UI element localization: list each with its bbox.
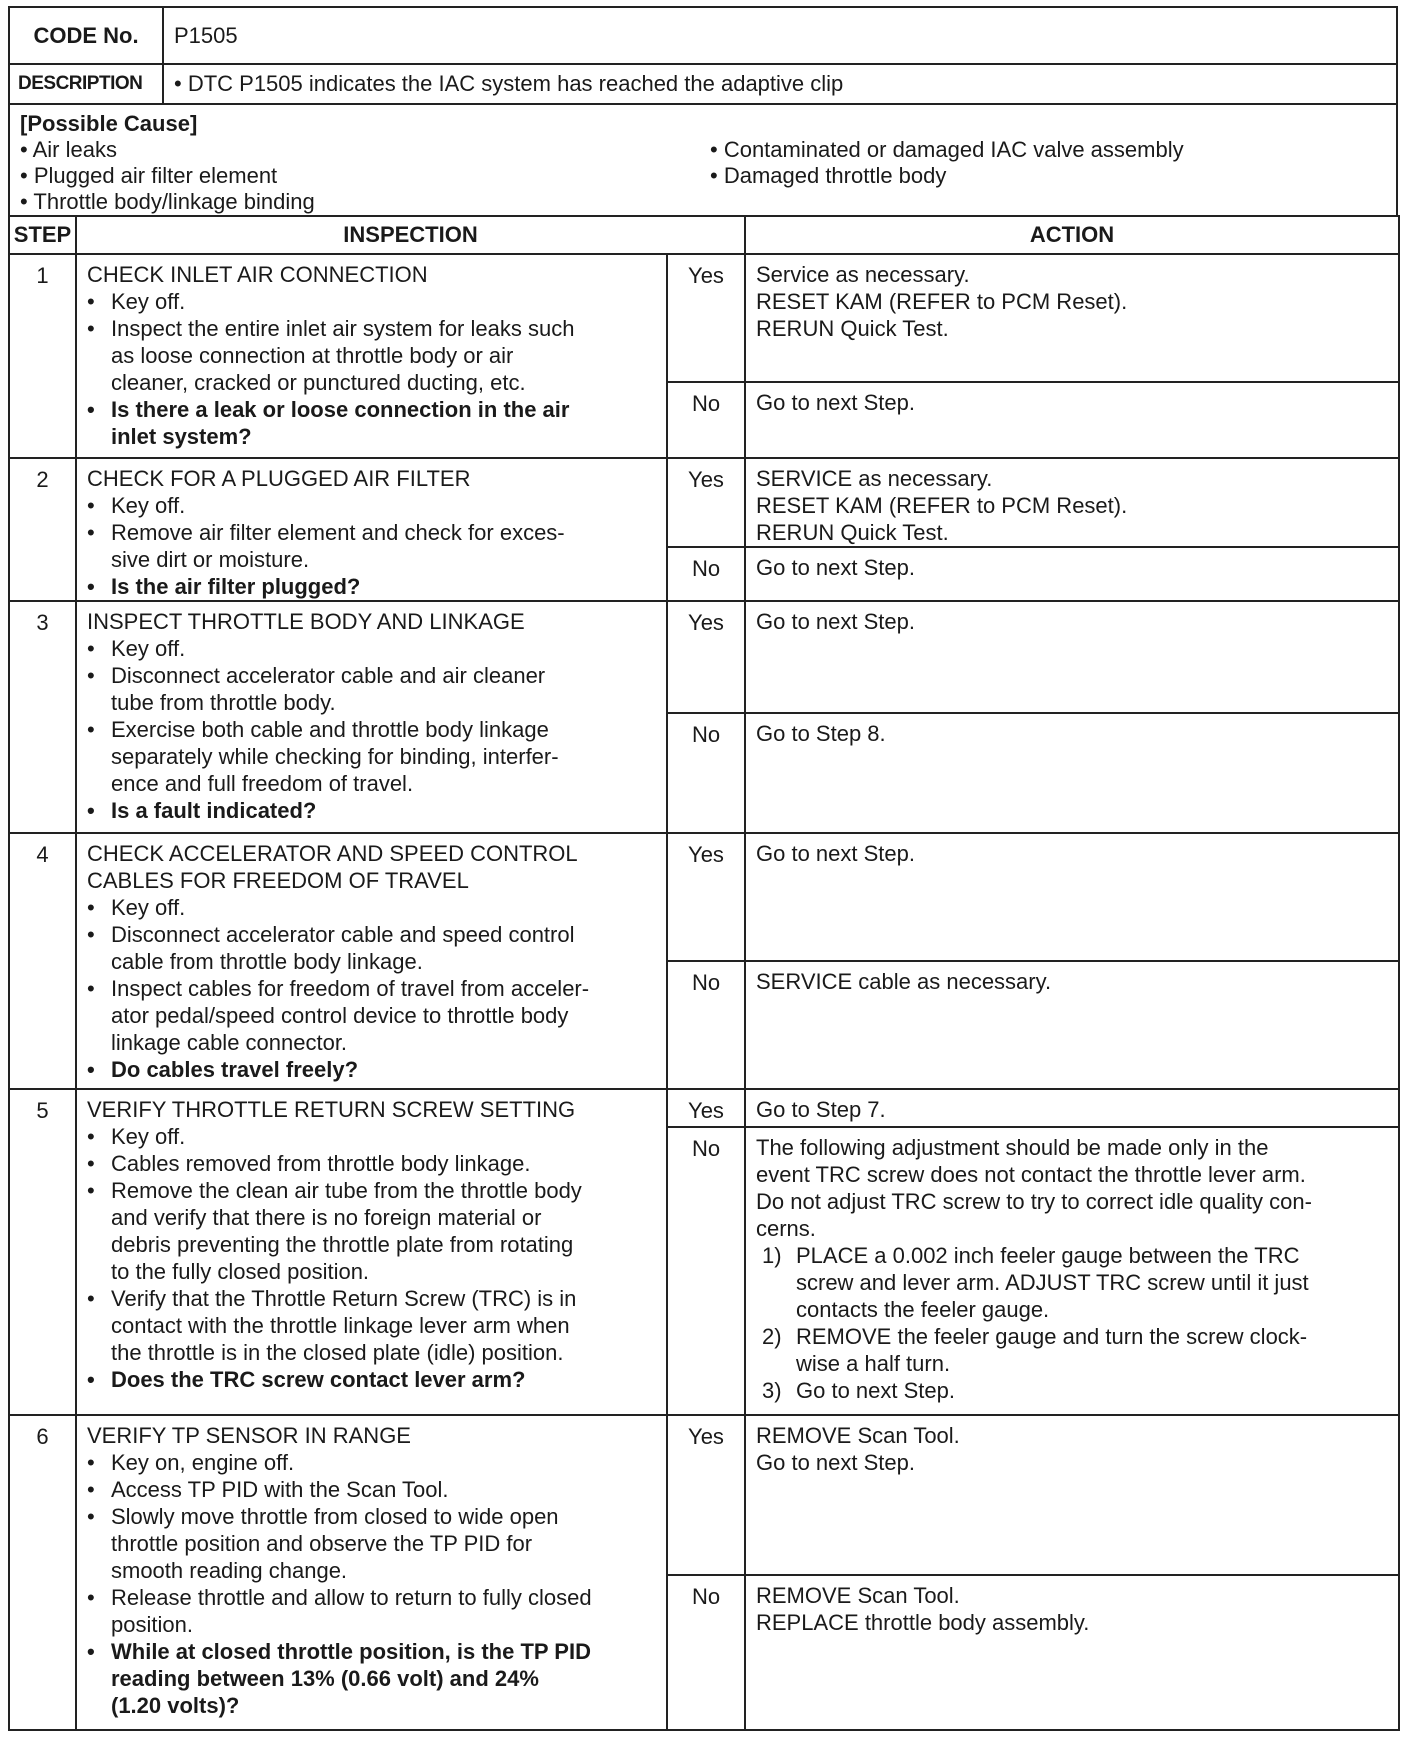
action-line: SERVICE cable as necessary. — [756, 969, 1052, 994]
no-label: No — [667, 547, 745, 601]
bullet-text — [111, 1285, 576, 1366]
inspection-bullet — [87, 1123, 656, 1150]
action-line: RERUN Quick Test. — [756, 520, 949, 545]
bullet-text — [111, 1366, 525, 1393]
action-line: REMOVE Scan Tool. — [756, 1583, 960, 1608]
bullet-line: contact with the throttle linkage lever arm when — [111, 1313, 570, 1338]
yes-action — [745, 1089, 1399, 1127]
inspection-cell — [76, 254, 667, 458]
yes-label: Yes — [667, 458, 745, 547]
bullet-text — [111, 315, 574, 396]
bullet-line: Key off. — [111, 493, 186, 518]
bullet-line: Slowly move throttle from closed to wide open — [111, 1504, 559, 1529]
bullet-line: as loose connection at throttle body or air — [111, 343, 514, 368]
item-text — [796, 1242, 1309, 1323]
item-line: Go to next Step. — [796, 1378, 955, 1403]
bullet-text — [111, 797, 316, 824]
bullet-dot: • — [87, 1178, 95, 1203]
cause-item: • Plugged air filter element — [20, 163, 278, 188]
cause-item: • Air leaks — [20, 137, 117, 162]
bullet-dot: • — [87, 1585, 95, 1610]
bullet-dot: • — [87, 717, 95, 742]
inspection-bullet — [87, 662, 656, 716]
bullet-line: Key off. — [111, 895, 186, 920]
bullet-line: Key off. — [111, 289, 186, 314]
bullet-text — [111, 1123, 185, 1150]
inspection-bullet — [87, 396, 656, 450]
cause-item: • Damaged throttle body — [710, 163, 947, 188]
column-header-step: STEP — [9, 216, 76, 254]
yes-label: Yes — [667, 1415, 745, 1575]
bullet-line: Key on, engine off. — [111, 1450, 295, 1475]
item-text — [796, 1377, 955, 1404]
item-line: contacts the feeler gauge. — [796, 1297, 1050, 1322]
bullet-text — [111, 1503, 559, 1584]
item-number: 3) — [762, 1378, 782, 1403]
bullet-line: throttle position and observe the TP PID for — [111, 1531, 533, 1556]
step-number: 4 — [9, 833, 76, 1089]
action-line: REMOVE Scan Tool. — [756, 1423, 960, 1448]
bullet-line: Inspect the entire inlet air system for leaks such — [111, 316, 575, 341]
bullet-dot: • — [87, 316, 95, 341]
no-action — [745, 382, 1399, 458]
bullet-text — [111, 492, 185, 519]
inspection-bullet — [87, 1503, 656, 1584]
no-label: No — [667, 713, 745, 833]
bullet-dot: • — [87, 1057, 95, 1082]
item-line: wise a half turn. — [796, 1351, 951, 1376]
no-action — [745, 713, 1399, 833]
bullet-dot: • — [87, 1477, 95, 1502]
bullet-dot: • — [87, 798, 95, 823]
bullet-text — [111, 288, 185, 315]
no-action — [745, 1127, 1399, 1415]
inspection-bullet — [87, 1476, 656, 1503]
inspection-bullet — [87, 1584, 656, 1638]
yes-label: Yes — [667, 254, 745, 382]
bullet-dot: • — [87, 1151, 95, 1176]
bullet-text — [111, 975, 589, 1056]
numbered-item — [756, 1323, 1388, 1377]
bullet-line: Is there a leak or loose connection in the air — [111, 397, 570, 422]
bullet-dot: • — [87, 397, 95, 422]
inspection-bullet — [87, 1177, 656, 1285]
bullet-line: Remove air filter element and check for exces- — [111, 520, 565, 545]
yes-label: Yes — [667, 1089, 745, 1127]
bullet-text — [111, 519, 565, 573]
bullet-line: linkage cable connector. — [111, 1030, 348, 1055]
bullet-dot: • — [87, 895, 95, 920]
bullet-line: cable from throttle body linkage. — [111, 949, 423, 974]
bullet-line: Disconnect accelerator cable and air cleaner — [111, 663, 546, 688]
bullet-text — [111, 1638, 591, 1719]
bullet-dot: • — [87, 493, 95, 518]
bullet-dot: • — [87, 1504, 95, 1529]
bullet-line: position. — [111, 1612, 193, 1637]
yes-action — [745, 254, 1399, 382]
inspection-bullet — [87, 797, 656, 824]
inspection-bullet — [87, 921, 656, 975]
inspection-bullet — [87, 1285, 656, 1366]
action-line: Go to Step 7. — [756, 1097, 886, 1122]
step-number: 1 — [9, 254, 76, 458]
inspection-bullet — [87, 1150, 656, 1177]
bullet-text — [111, 894, 185, 921]
bullet-text — [111, 1449, 294, 1476]
bullet-text — [111, 662, 545, 716]
inspection-title: CHECK ACCELERATOR AND SPEED CONTROL — [87, 841, 578, 866]
step-number: 6 — [9, 1415, 76, 1730]
inspection-title: INSPECT THROTTLE BODY AND LINKAGE — [87, 609, 525, 634]
inspection-bullet — [87, 288, 656, 315]
code-value: P1505 — [174, 22, 238, 48]
bullet-line: ator pedal/speed control device to throttle body — [111, 1003, 569, 1028]
description-value: • DTC P1505 indicates the IAC system has reached the adaptive clip — [174, 71, 844, 96]
bullet-line: Remove the clean air tube from the throttle body — [111, 1178, 582, 1203]
description-label: DESCRIPTION — [10, 65, 164, 103]
no-label: No — [667, 1127, 745, 1415]
bullet-dot: • — [87, 976, 95, 1001]
table-header-row — [9, 216, 1399, 254]
code-row — [8, 6, 1398, 63]
inspection-title: VERIFY TP SENSOR IN RANGE — [87, 1423, 411, 1448]
possible-cause-title: [Possible Cause] — [20, 111, 198, 136]
action-line: cerns. — [756, 1216, 816, 1241]
action-line: RESET KAM (REFER to PCM Reset). — [756, 289, 1128, 314]
bullet-line: Inspect cables for freedom of travel from acceler- — [111, 976, 590, 1001]
bullet-line: Cables removed from throttle body linkage. — [111, 1151, 531, 1176]
inspection-bullet — [87, 492, 656, 519]
code-label: CODE No. — [10, 8, 164, 63]
bullet-text — [111, 396, 569, 450]
step-row — [9, 601, 1399, 713]
action-line: SERVICE as necessary. — [756, 466, 993, 491]
bullet-line: Key off. — [111, 1124, 186, 1149]
bullet-line: to the fully closed position. — [111, 1259, 370, 1284]
description-row — [8, 63, 1398, 103]
inspection-bullet — [87, 716, 656, 797]
bullet-dot: • — [87, 1124, 95, 1149]
possible-cause-section — [8, 103, 1398, 215]
bullet-dot: • — [87, 1286, 95, 1311]
action-line: Go to Step 8. — [756, 721, 886, 746]
inspection-bullet — [87, 315, 656, 396]
inspection-title: VERIFY THROTTLE RETURN SCREW SETTING — [87, 1097, 576, 1122]
bullet-line: Does the TRC screw contact lever arm? — [111, 1367, 526, 1392]
diagnostic-document — [8, 6, 1398, 1731]
bullet-line: Is the air filter plugged? — [111, 574, 361, 599]
numbered-item — [756, 1377, 1388, 1404]
bullet-text — [111, 635, 185, 662]
bullet-line: tube from throttle body. — [111, 690, 336, 715]
bullet-line: reading between 13% (0.66 volt) and 24% — [111, 1666, 539, 1691]
bullet-text — [111, 1150, 530, 1177]
no-action — [745, 1575, 1399, 1730]
bullet-text — [111, 1056, 358, 1083]
inspection-bullet — [87, 635, 656, 662]
action-line: Go to next Step. — [756, 841, 915, 866]
step-row — [9, 1415, 1399, 1575]
column-header-action: ACTION — [745, 216, 1399, 254]
item-line: REMOVE the feeler gauge and turn the screw clock- — [796, 1324, 1308, 1349]
bullet-line: While at closed throttle position, is the TP PID — [111, 1639, 591, 1664]
cause-item: • Contaminated or damaged IAC valve assembly — [710, 137, 1184, 162]
inspection-bullet — [87, 1366, 656, 1393]
bullet-line: inlet system? — [111, 424, 252, 449]
step-row — [9, 1089, 1399, 1127]
inspection-cell — [76, 833, 667, 1089]
bullet-dot: • — [87, 1450, 95, 1475]
bullet-line: Disconnect accelerator cable and speed control — [111, 922, 575, 947]
step-row — [9, 254, 1399, 382]
bullet-dot: • — [87, 289, 95, 314]
bullet-text — [111, 1584, 592, 1638]
inspection-title: CABLES FOR FREEDOM OF TRAVEL — [87, 868, 469, 893]
action-line: Go to next Step. — [756, 1450, 915, 1475]
bullet-dot: • — [87, 574, 95, 599]
no-label: No — [667, 961, 745, 1089]
inspection-cell — [76, 601, 667, 833]
inspection-title: CHECK FOR A PLUGGED AIR FILTER — [87, 466, 471, 491]
yes-label: Yes — [667, 601, 745, 713]
bullet-line: Verify that the Throttle Return Screw (TRC) is in — [111, 1286, 577, 1311]
inspection-bullet — [87, 1638, 656, 1719]
bullet-line: separately while checking for binding, interfer- — [111, 744, 559, 769]
inspection-bullet — [87, 975, 656, 1056]
step-number: 5 — [9, 1089, 76, 1415]
yes-action — [745, 601, 1399, 713]
yes-label: Yes — [667, 833, 745, 961]
action-line: event TRC screw does not contact the throttle lever arm. — [756, 1162, 1306, 1187]
bullet-line: Access TP PID with the Scan Tool. — [111, 1477, 449, 1502]
bullet-line: Release throttle and allow to return to fully closed — [111, 1585, 592, 1610]
bullet-dot: • — [87, 663, 95, 688]
bullet-line: debris preventing the throttle plate from rotating — [111, 1232, 574, 1257]
inspection-cell — [76, 1415, 667, 1730]
bullet-line: Is a fault indicated? — [111, 798, 317, 823]
inspection-bullet — [87, 894, 656, 921]
bullet-line: and verify that there is no foreign material or — [111, 1205, 542, 1230]
column-header-inspection: INSPECTION — [76, 216, 745, 254]
bullet-line: Key off. — [111, 636, 186, 661]
bullet-dot: • — [87, 520, 95, 545]
action-line: RERUN Quick Test. — [756, 316, 949, 341]
no-action — [745, 961, 1399, 1089]
bullet-line: ence and full freedom of travel. — [111, 771, 414, 796]
inspection-cell — [76, 458, 667, 601]
action-line: Go to next Step. — [756, 555, 915, 580]
action-line: Do not adjust TRC screw to try to correct idle quality con- — [756, 1189, 1312, 1214]
no-label: No — [667, 382, 745, 458]
action-line: Go to next Step. — [756, 390, 915, 415]
inspection-cell — [76, 1089, 667, 1415]
action-line: REPLACE throttle body assembly. — [756, 1610, 1090, 1635]
step-row — [9, 833, 1399, 961]
bullet-line: Exercise both cable and throttle body linkage — [111, 717, 549, 742]
no-action — [745, 547, 1399, 601]
step-number: 3 — [9, 601, 76, 833]
step-number: 2 — [9, 458, 76, 601]
possible-cause-left — [20, 137, 710, 215]
numbered-item — [756, 1242, 1388, 1323]
bullet-line: sive dirt or moisture. — [111, 547, 310, 572]
inspection-bullet — [87, 1056, 656, 1083]
bullet-text — [111, 716, 559, 797]
bullet-text — [111, 921, 575, 975]
action-line: RESET KAM (REFER to PCM Reset). — [756, 493, 1128, 518]
bullet-line: the throttle is in the closed plate (idle) position. — [111, 1340, 564, 1365]
yes-action — [745, 833, 1399, 961]
bullet-line: (1.20 volts)? — [111, 1693, 240, 1718]
item-number: 2) — [762, 1324, 782, 1349]
bullet-line: Do cables travel freely? — [111, 1057, 359, 1082]
inspection-title: CHECK INLET AIR CONNECTION — [87, 262, 428, 287]
action-line: The following adjustment should be made only in the — [756, 1135, 1269, 1160]
no-label: No — [667, 1575, 745, 1730]
bullet-line: smooth reading change. — [111, 1558, 348, 1583]
inspection-bullet — [87, 519, 656, 573]
bullet-text — [111, 573, 360, 600]
bullet-line: cleaner, cracked or punctured ducting, etc. — [111, 370, 526, 395]
inspection-bullet — [87, 573, 656, 600]
action-line: Service as necessary. — [756, 262, 970, 287]
bullet-dot: • — [87, 1639, 95, 1664]
bullet-dot: • — [87, 1367, 95, 1392]
yes-action — [745, 1415, 1399, 1575]
bullet-dot: • — [87, 636, 95, 661]
item-number: 1) — [762, 1243, 782, 1268]
cause-item: • Throttle body/linkage binding — [20, 189, 315, 214]
item-text — [796, 1323, 1307, 1377]
steps-table — [8, 215, 1400, 1731]
possible-cause-right — [710, 137, 1184, 215]
item-line: PLACE a 0.002 inch feeler gauge between the TRC — [796, 1243, 1300, 1268]
bullet-dot: • — [87, 922, 95, 947]
action-line: Go to next Step. — [756, 609, 915, 634]
inspection-bullet — [87, 1449, 656, 1476]
step-row — [9, 458, 1399, 547]
bullet-text — [111, 1476, 449, 1503]
item-line: screw and lever arm. ADJUST TRC screw until it just — [796, 1270, 1309, 1295]
yes-action — [745, 458, 1399, 547]
bullet-text — [111, 1177, 582, 1285]
